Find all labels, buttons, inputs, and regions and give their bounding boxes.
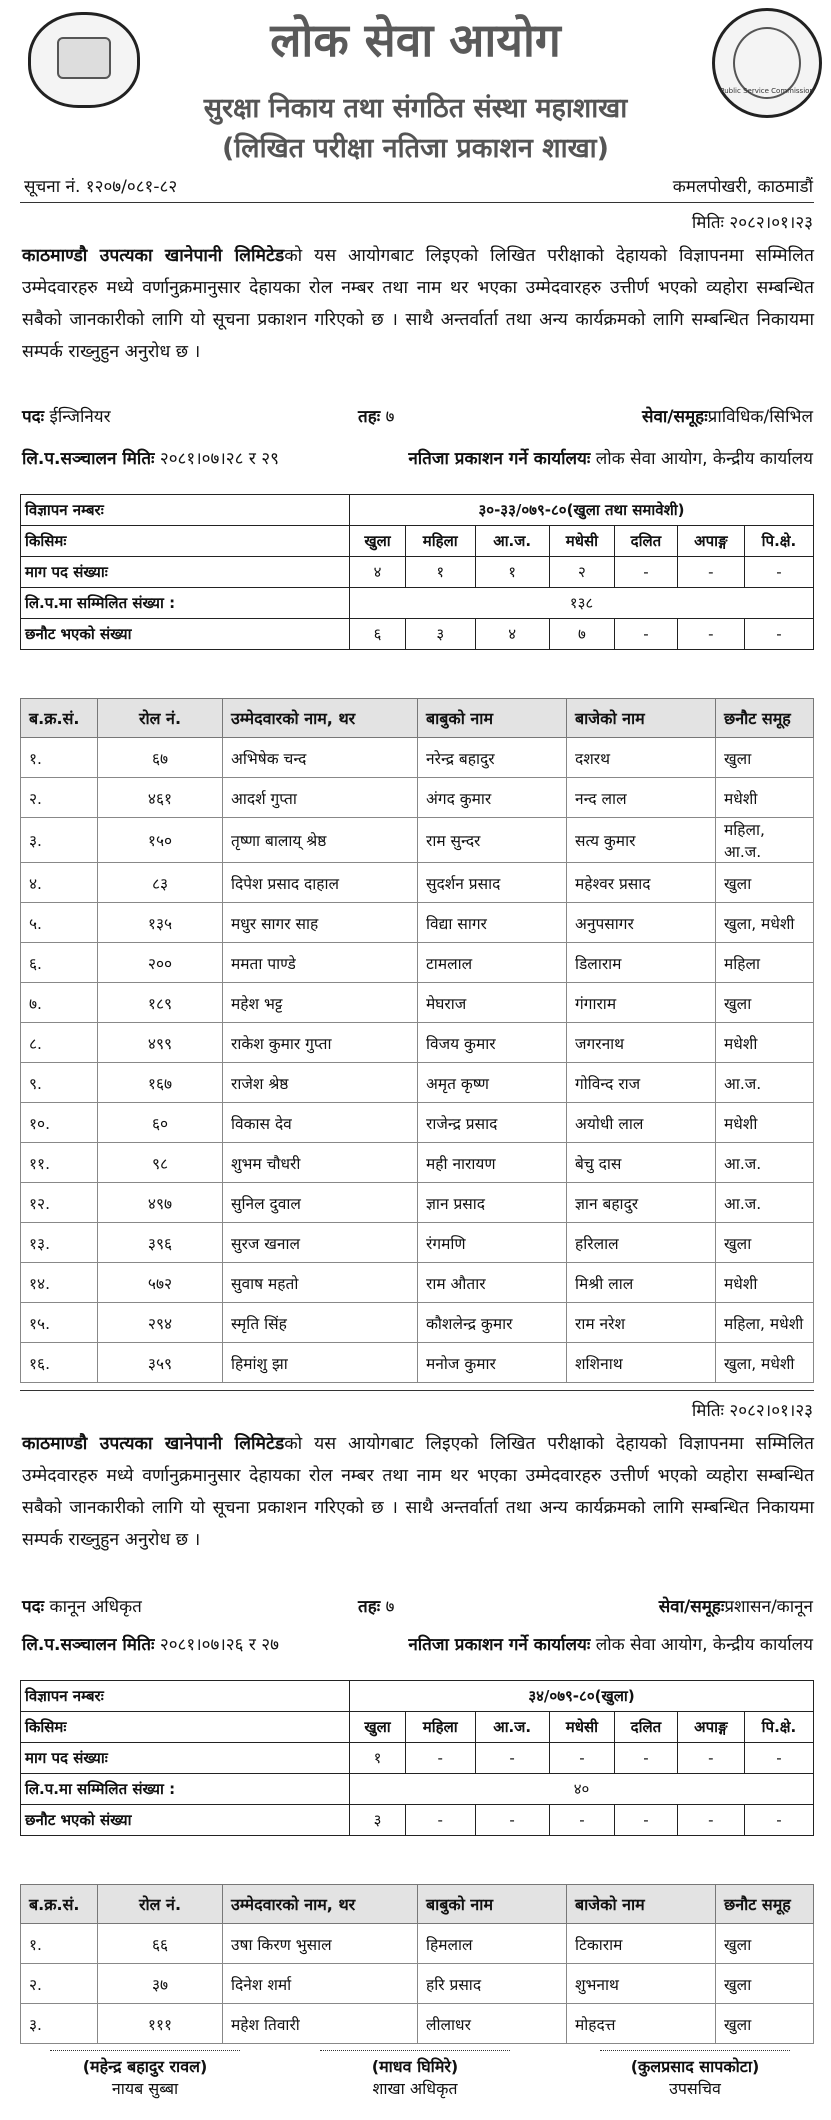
table-cell: महेश भट्ट — [223, 983, 418, 1023]
table-cell: मधेशी — [716, 778, 814, 818]
table-row — [21, 818, 814, 863]
table-cell: ११. — [21, 1143, 98, 1183]
page-title: लोक सेवा आयोग — [270, 13, 561, 67]
service-1: सेवा/समूहःप्राविधिक/सिभिल — [641, 407, 813, 427]
table-cell: खुला — [716, 2004, 814, 2044]
notice-date-1: मितिः २०८२।०१।२३ — [691, 213, 813, 233]
table-cell: अमृत कृष्ण — [418, 1063, 567, 1103]
table-cell: २९४ — [98, 1303, 223, 1343]
table-row — [21, 2004, 814, 2044]
table-row — [21, 1343, 814, 1383]
table-cell: मधुर सागर साह — [223, 903, 418, 943]
table-cell: ५. — [21, 903, 98, 943]
table-cell: ४९९ — [98, 1023, 223, 1063]
table-cell: ज्ञान प्रसाद — [418, 1183, 567, 1223]
table-cell: ६० — [98, 1103, 223, 1143]
table-cell: उषा किरण भुसाल — [223, 1924, 418, 1964]
table-cell: ८. — [21, 1023, 98, 1063]
signature-2: (माधव घिमिरे) शाखा अधिकृत — [300, 2050, 530, 2099]
level-1: तहः ७ — [358, 407, 395, 427]
table-cell: ४६१ — [98, 778, 223, 818]
office-location: कमलपोखरी, काठमाडौं — [672, 177, 813, 197]
table-cell: १६. — [21, 1343, 98, 1383]
org-name-2: काठमाण्डौ उपत्यका खानेपानी लिमिटेड — [22, 1434, 285, 1454]
header-divider — [20, 202, 814, 203]
table-row — [21, 1063, 814, 1103]
table-cell: सुवाष महतो — [223, 1263, 418, 1303]
table-cell: ज्ञान बहादुर — [567, 1183, 716, 1223]
table-cell: मेघराज — [418, 983, 567, 1023]
table-cell: आ.ज. — [716, 1143, 814, 1183]
table-cell: खुला — [716, 983, 814, 1023]
table-row — [21, 738, 814, 778]
table-cell: १२. — [21, 1183, 98, 1223]
table-cell: डिलाराम — [567, 943, 716, 983]
result-office-2: नतिजा प्रकाशन गर्ने कार्यालयः लोक सेवा आयोग, केन्द्रीय कार्यालय — [408, 1635, 813, 1655]
table-cell: खुला — [716, 738, 814, 778]
table-cell: आ.ज. — [716, 1063, 814, 1103]
table-cell: १११ — [98, 2004, 223, 2044]
table-cell: रंगमणि — [418, 1223, 567, 1263]
table-cell: १. — [21, 738, 98, 778]
result-office-1: नतिजा प्रकाशन गर्ने कार्यालयः लोक सेवा आयोग, केन्द्रीय कार्यालय — [408, 449, 813, 469]
ad-info-table-2: विज्ञापन नम्बरः ३४/०७९-८०(खुला) किसिमः खुला महिला आ.ज. मधेसी दलित अपाङ्ग पि.क्षे. माग पद संख्याः १ - - - - - - लि.प.मा सम्मिलित संख्या : ४० छनौट भएको संख्या ३ - - - - - - — [20, 1680, 814, 1836]
table-cell: मही नारायण — [418, 1143, 567, 1183]
table-cell: आदर्श गुप्ता — [223, 778, 418, 818]
table-cell: मनोज कुमार — [418, 1343, 567, 1383]
table-cell: खुला — [716, 1964, 814, 2004]
table-cell: मधेशी — [716, 1023, 814, 1063]
table-cell: महेश्वर प्रसाद — [567, 863, 716, 903]
table-cell: २. — [21, 778, 98, 818]
notice-date-2: मितिः २०८२।०१।२३ — [691, 1401, 813, 1421]
table-cell: नन्द लाल — [567, 778, 716, 818]
table-cell: दशरथ — [567, 738, 716, 778]
table-cell: ३. — [21, 818, 98, 863]
notice-body-1: को यस आयोगबाट लिइएको लिखित परीक्षाको देहायको विज्ञापनमा सम्मिलित उम्मेदवारहरु मध्ये वर्णानुक्रमानुसार देहायका रोल नम्बर तथा नाम थर भएका उम्मेदवारहरु उत्तीर्ण भएको व्यहोरा सम्बन्धित सबैको जानकारीको लागि यो सूचना प्रकाशन गरिएको छ । साथै अन्तर्वार्ता तथा अन्य कार्यक्रमको लागि सम्बन्धित निकायमा सम्पर्क राख्नुहुन अनुरोध छ । — [22, 246, 814, 362]
table-cell: शशिनाथ — [567, 1343, 716, 1383]
table-cell: १. — [21, 1924, 98, 1964]
table-cell: विद्या सागर — [418, 903, 567, 943]
table-cell: हिमलाल — [418, 1924, 567, 1964]
table-cell: ७. — [21, 983, 98, 1023]
table-cell: हरि प्रसाद — [418, 1964, 567, 2004]
seal-text: Public Service Commission — [720, 87, 814, 95]
table-cell: महेश तिवारी — [223, 2004, 418, 2044]
table-cell: राकेश कुमार गुप्ता — [223, 1023, 418, 1063]
table-row — [21, 1303, 814, 1343]
table-cell: राजेन्द्र प्रसाद — [418, 1103, 567, 1143]
table-cell: ८३ — [98, 863, 223, 903]
table-cell: विकास देव — [223, 1103, 418, 1143]
signature-3: (कुलप्रसाद सापकोटा) उपसचिव — [580, 2050, 810, 2099]
table-row — [21, 1924, 814, 1964]
results-table-1: ब.क्र.सं. रोल नं. उम्मेदवारको नाम, थर बाबुको नाम बाजेको नाम छनौट समूह १. ६७ अभिषेक चन्द नरेन्द्र बहादुर दशरथ खुला २. ४६१ आदर्श गुप्ता अंगद कुमार नन्द लाल मधेशी ३. १५० तृष्णा बालाय् श्रेष्ठ राम सुन्दर सत्य कुमार महिला, आ.ज. ४. ८३ दिपेश प्रसाद दाहाल सुदर्शन प्रसाद महेश्वर प्रसाद खुला ५. १३५ मधुर सागर साह विद्या सागर अनुपसागर खुला, मधेशी ६. २०० ममता पाण्डे टामलाल डिलाराम महिला ७. १८९ महेश भट्ट मेघराज गंगाराम खुला ८. ४९९ राकेश कुमार गुप्ता विजय कुमार जगरनाथ मधेशी ९. १६७ राजेश श्रेष्ठ अमृत कृष्ण गोविन्द राज आ.ज. १०. ६० विकास देव राजेन्द्र प्रसाद अयोधी लाल मधेशी ११. ९८ शुभम चौधरी मही नारायण बेचु दास आ.ज. १२. ४९७ सुनिल दुवाल ज्ञान प्रसाद ज्ञान बहादुर आ.ज. १३. ३९६ सुरज खनाल रंगमणि हरिलाल खुला १४. ५७२ सुवाष महतो राम औतार मिश्री लाल मधेशी १५. २९४ स्मृति सिंह कौशलेन्द्र कुमार राम नरेश महिला, मधेशी १६. ३५९ हिमांशु झा मनोज कुमार शशिनाथ खुला, मधेशी — [20, 698, 814, 1383]
table-cell: खुला, मधेशी — [716, 903, 814, 943]
table-cell: २. — [21, 1964, 98, 2004]
table-cell: १८९ — [98, 983, 223, 1023]
table-cell: सुदर्शन प्रसाद — [418, 863, 567, 903]
notice-body-2: को यस आयोगबाट लिइएको लिखित परीक्षाको देहायको विज्ञापनमा सम्मिलित उम्मेदवारहरु मध्ये वर्णानुक्रमानुसार देहायका रोल नम्बर तथा नाम थर भएका उम्मेदवारहरु उत्तीर्ण भएको व्यहोरा सम्बन्धित सबैको जानकारीको लागि यो सूचना प्रकाशन गरिएको छ । साथै अन्तर्वार्ता तथा अन्य कार्यक्रमको लागि सम्बन्धित निकायमा सम्पर्क राख्नुहुन अनुरोध छ । — [22, 1434, 814, 1550]
table-cell: टामलाल — [418, 943, 567, 983]
table-row — [21, 863, 814, 903]
table-cell: मधेशी — [716, 1263, 814, 1303]
post-1: पदः ईन्जिनियर — [22, 407, 111, 427]
table-cell: गोविन्द राज — [567, 1063, 716, 1103]
table-cell: अयोधी लाल — [567, 1103, 716, 1143]
table-row — [21, 1143, 814, 1183]
table-cell: खुला, मधेशी — [716, 1343, 814, 1383]
table-cell: ममता पाण्डे — [223, 943, 418, 983]
table-cell: खुला — [716, 1223, 814, 1263]
table-cell: राम सुन्दर — [418, 818, 567, 863]
signature-1: (महेन्द्र बहादुर रावल) नायब सुब्बा — [30, 2050, 260, 2099]
table-cell: नरेन्द्र बहादुर — [418, 738, 567, 778]
table-row — [21, 1964, 814, 2004]
exam-date-1: लि.प.सञ्चालन मितिः २०८१।०७।२८ र २९ — [22, 449, 279, 469]
table-cell: शुभनाथ — [567, 1964, 716, 2004]
table-row — [21, 1023, 814, 1063]
table-cell: दिनेश शर्मा — [223, 1964, 418, 2004]
division-title: सुरक्षा निकाय तथा संगठित संस्था महाशाखा — [203, 93, 628, 124]
table-cell: ३५९ — [98, 1343, 223, 1383]
table-row — [21, 1263, 814, 1303]
notice-number: सूचना नं. १२०७/०८१-८२ — [24, 177, 178, 197]
table-cell: राम औतार — [418, 1263, 567, 1303]
table-cell: विजय कुमार — [418, 1023, 567, 1063]
table-cell: १६७ — [98, 1063, 223, 1103]
table-cell: स्मृति सिंह — [223, 1303, 418, 1343]
ad-info-table-1: विज्ञापन नम्बरः ३०-३३/०७९-८०(खुला तथा समावेशी) किसिमः खुला महिला आ.ज. मधेसी दलित अपाङ्ग पि.क्षे. माग पद संख्याः ४ १ १ २ - - - लि.प.मा सम्मिलित संख्या : १३८ छनौट भएको संख्या ६ ३ ४ ७ - - - — [20, 494, 814, 650]
exam-date-2: लि.प.सञ्चालन मितिः २०८१।०७।२६ र २७ — [22, 1635, 279, 1655]
post-2: पदः कानून अधिकृत — [22, 1597, 142, 1617]
table-cell: सुरज खनाल — [223, 1223, 418, 1263]
table-cell: कौशलेन्द्र कुमार — [418, 1303, 567, 1343]
table-cell: गंगाराम — [567, 983, 716, 1023]
table-cell: १५. — [21, 1303, 98, 1343]
table-cell: बेचु दास — [567, 1143, 716, 1183]
table-cell: ६६ — [98, 1924, 223, 1964]
table-cell: सुनिल दुवाल — [223, 1183, 418, 1223]
table-cell: ४. — [21, 863, 98, 903]
table-row — [21, 778, 814, 818]
table-cell: हरिलाल — [567, 1223, 716, 1263]
notice-text-2 — [22, 1428, 814, 1556]
table-cell: जगरनाथ — [567, 1023, 716, 1063]
table-cell: हिमांशु झा — [223, 1343, 418, 1383]
table-cell: महिला — [716, 943, 814, 983]
table-cell: ३. — [21, 2004, 98, 2044]
table-row — [21, 1183, 814, 1223]
service-2: सेवा/समूहःप्रशासन/कानून — [658, 1597, 813, 1617]
table-cell: महिला, मधेशी — [716, 1303, 814, 1343]
table-cell: आ.ज. — [716, 1183, 814, 1223]
table-cell: ५७२ — [98, 1263, 223, 1303]
table-cell: राम नरेश — [567, 1303, 716, 1343]
table-cell: ३९६ — [98, 1223, 223, 1263]
table-cell: १३. — [21, 1223, 98, 1263]
table-cell: १५० — [98, 818, 223, 863]
table-cell: ६. — [21, 943, 98, 983]
table-row — [21, 1103, 814, 1143]
table-cell: मोहदत्त — [567, 2004, 716, 2044]
table-cell: तृष्णा बालाय् श्रेष्ठ — [223, 818, 418, 863]
table-cell: अनुपसागर — [567, 903, 716, 943]
table-cell: खुला — [716, 1924, 814, 1964]
table-cell: मधेशी — [716, 1103, 814, 1143]
table-row — [21, 943, 814, 983]
table-cell: लीलाधर — [418, 2004, 567, 2044]
table-cell: १४. — [21, 1263, 98, 1303]
table-cell: मिश्री लाल — [567, 1263, 716, 1303]
org-name-1: काठमाण्डौ उपत्यका खानेपानी लिमिटेड — [22, 246, 285, 266]
section-divider — [20, 1390, 814, 1391]
table-cell: २०० — [98, 943, 223, 983]
table-cell: टिकाराम — [567, 1924, 716, 1964]
table-cell: अभिषेक चन्द — [223, 738, 418, 778]
table-cell: दिपेश प्रसाद दाहाल — [223, 863, 418, 903]
table-cell: सत्य कुमार — [567, 818, 716, 863]
table-cell: १३५ — [98, 903, 223, 943]
table-cell: १०. — [21, 1103, 98, 1143]
table-cell: राजेश श्रेष्ठ — [223, 1063, 418, 1103]
section-subtitle: (लिखित परीक्षा नतिजा प्रकाशन शाखा) — [221, 133, 610, 164]
table-row — [21, 983, 814, 1023]
results-table-2: ब.क्र.सं. रोल नं. उम्मेदवारको नाम, थर बाबुको नाम बाजेको नाम छनौट समूह १. ६६ उषा किरण भुसाल हिमलाल टिकाराम खुला २. ३७ दिनेश शर्मा हरि प्रसाद शुभनाथ खुला ३. १११ महेश तिवारी लीलाधर मोहदत्त खुला — [20, 1884, 814, 2044]
table-cell: शुभम चौधरी — [223, 1143, 418, 1183]
table-cell: ९. — [21, 1063, 98, 1103]
notice-text-1 — [22, 240, 814, 368]
table-cell: खुला — [716, 863, 814, 903]
table-cell: ९८ — [98, 1143, 223, 1183]
table-cell: ३७ — [98, 1964, 223, 2004]
table-row — [21, 1223, 814, 1263]
table-cell: ४९७ — [98, 1183, 223, 1223]
level-2: तहः ७ — [358, 1597, 395, 1617]
table-cell: महिला, आ.ज. — [716, 818, 814, 863]
table-cell: अंगद कुमार — [418, 778, 567, 818]
table-cell: ६७ — [98, 738, 223, 778]
table-row — [21, 903, 814, 943]
